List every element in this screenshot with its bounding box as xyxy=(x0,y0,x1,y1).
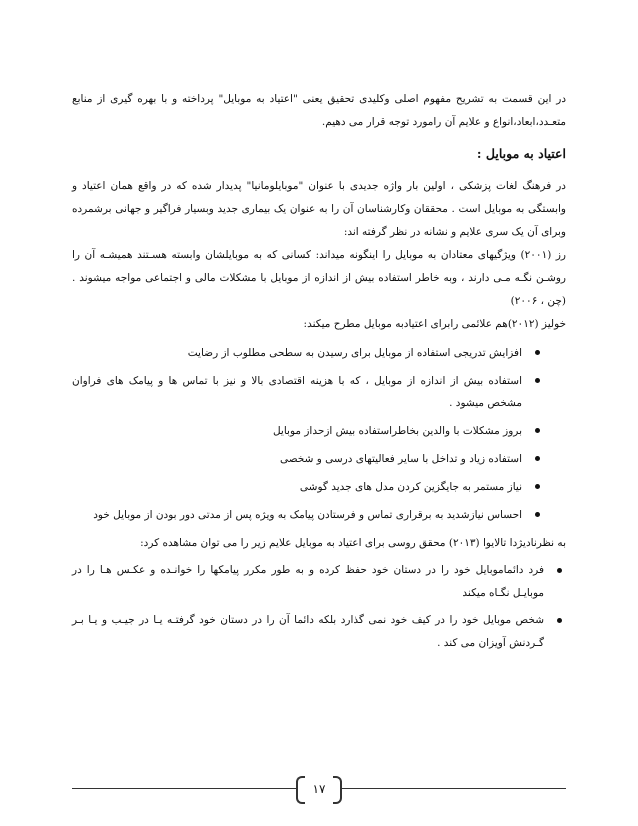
list-item: نیاز مستمر به جایگزین کردن مدل های جدید گوشی xyxy=(72,476,566,498)
list-item: استفاده زیاد و تداخل با سایر فعالیتهای درسی و شخصی xyxy=(72,448,566,470)
section-heading: اعتیاد به موبایل : xyxy=(476,146,566,161)
kholiz-symptoms-list xyxy=(72,342,566,526)
footer-bracket-left xyxy=(296,776,305,804)
list-item: فرد دائماموبایل خود را در دستان خود حفظ کرده و به طور مکرر پیامکها را خوانـده و عکـس هـا را در موبایـل نگـاه میکند xyxy=(72,559,566,605)
list-item: استفاده بیش از اندازه از موبایل ، که با هزینه اقتصادی بالا و نیز با تماس ها و پیامک های فراوان مشخص میشود . xyxy=(72,370,566,414)
footer-bracket-right xyxy=(333,776,342,804)
rose-paragraph: رز (۲۰۰۱) ویژگیهای معتادان به موبایل را اینگونه میداند: کسانی که به موبایلشان وابسته هسـتند همیشـه آن را روشـن نگـه مـی دارند ، وبه خاطر استفاده بیش از اندازه از موبایل با مشکلات مالی و اجتماعی مواجه میشوند . (چن ، ۲۰۰۶) xyxy=(72,249,567,307)
list-item: احساس نیازشدید به برقراری تماس و فرستادن پیامک به ویژه پس از مدتی دور بودن از موبایل خود xyxy=(72,504,566,526)
list-item: شخص موبایل خود را در کیف خود نمی گذارد بلکه دائما آن را در دستان خود گرفتـه یـا در جیـب و یـا بـر گـردنش آویزان می کند . xyxy=(72,609,566,655)
talayeva-symptoms-list xyxy=(72,559,566,655)
page-number: ۱۷ xyxy=(312,782,326,796)
definition-paragraph: در فرهنگ لغات پزشکی ، اولین بار واژه جدیدی با عنوان "موبایلومانیا" پدیدار شده که در واقع همان اعتیاد و وابستگی به موبایل است . محققان وکارشناسان آن را به عنوان یک بیماری جدید وبسیار فراگیر و جهانی برشمرده وبرای آن یک سری علایم و نشانه در نظر گرفته اند: xyxy=(72,180,566,238)
kholiz-paragraph: خولیز (۲۰۱۲)هم علائمی رابرای اعتیادبه موبایل مطرح میکند: xyxy=(303,318,566,330)
footer-divider-left xyxy=(72,788,296,789)
page-footer xyxy=(0,774,638,804)
talayeva-paragraph: به نظرنادیژدا تالایوا (۲۰۱۳) محقق روسی برای اعتیاد به موبایل علایم زیر را می توان مشاهده کرد: xyxy=(140,537,566,549)
list-item: افزایش تدریجی استفاده از موبایل برای رسیدن به سطحی مطلوب از رضایت xyxy=(72,342,566,364)
intro-paragraph: در این قسمت به تشریح مفهوم اصلی وکلیدی تحقیق یعنی "اعتیاد به موبایل" پرداخته و با بهره گیری از منابع متعـدد،ابعاد،انواع و علایم آن رامورد توجه قرار می دهیم. xyxy=(72,93,566,128)
footer-divider-right xyxy=(342,788,566,789)
page-content xyxy=(72,88,566,659)
list-item: بروز مشکلات با والدین بخاطراستفاده بیش ازحداز موبایل xyxy=(72,420,566,442)
